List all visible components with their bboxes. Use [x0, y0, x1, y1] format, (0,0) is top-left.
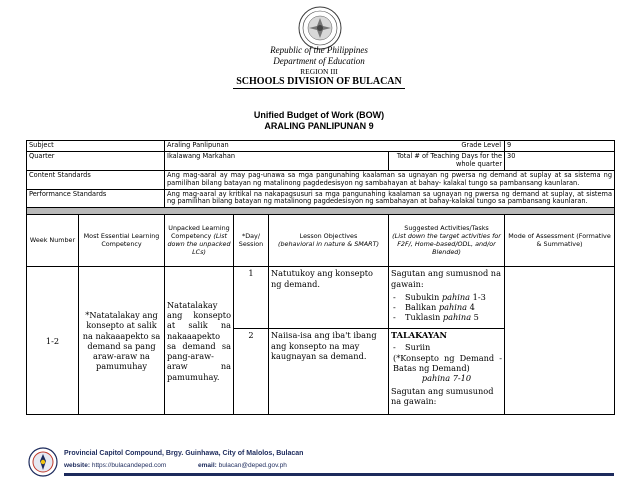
activity-item: - Balikan pahina 4	[391, 302, 502, 312]
objective-cell-1: Natutukoy ang konsepto ng demand.	[269, 267, 389, 329]
subject-label: Subject	[27, 141, 165, 152]
col-assessment: Mode of Assessment (Formative & Summative)	[505, 215, 615, 267]
document-title: Unified Budget of Work (BOW)	[253, 110, 385, 120]
days-label: Total # of Teaching Days for the whole quarter	[389, 151, 505, 170]
performance-standards-value: Ang mag-aaral ay kritikal na nakapagsusuri sa mga pangunahing kaalaman sa ugnayan ng pwersa ng demand at suplay, at sistema ng pamilihan bilang batayan ng matalinong pagdedesisyon ng sambahayan at bahay-kalakal tungo sa pambansang kaunlaran.	[165, 189, 615, 208]
activities-list-1	[391, 292, 502, 323]
col-activities-note: (List down the target activities for F2F/, Home-based/ODL, and/or Blended)	[392, 232, 501, 256]
deped-seal-logo	[298, 6, 342, 50]
performance-standards-row	[27, 189, 615, 208]
day-cell-2: 2	[234, 329, 269, 415]
activity-item: - Tuklasin pahina 5	[391, 312, 502, 322]
footer-bar	[64, 473, 614, 476]
quarter-label: Quarter	[27, 151, 165, 170]
col-day: *Day/ Session	[234, 215, 269, 267]
objective-cell-2: Naiisa-isa ang iba't ibang ang konsepto na may kaugnayan sa demand.	[269, 329, 389, 415]
subject-text: Araling Panlipunan	[167, 141, 229, 149]
week-cell: 1-2	[27, 267, 79, 415]
separator-cell	[27, 208, 615, 215]
col-objectives	[269, 215, 389, 267]
footer-address: Provincial Capitol Compound, Brgy. Guinhawa, City of Malolos, Bulacan	[64, 450, 304, 457]
footer-email: email: bulacan@deped.gov.ph	[198, 462, 287, 469]
subject-row	[27, 141, 615, 152]
content-standards-value: Ang mag-aaral ay may pag-unawa sa mga pangunahing kaalaman sa ugnayan ng pwersa ng demand at suplay at sa sistema ng pamilihan bilang batayan ng matalinong pagdedesisyon ng sambahayan at bahay- kalakal tungo sa pambansang kaunlaran.	[165, 170, 615, 189]
website-link[interactable]: https://bulacandeped.com	[91, 462, 167, 469]
footer	[0, 438, 638, 493]
header-divider	[233, 88, 405, 89]
division-logo	[28, 447, 58, 477]
footer-website: website: https://bulacandeped.com	[64, 462, 167, 469]
activities-cell-1	[389, 267, 505, 329]
quarter-value: Ikalawang Markahan	[165, 151, 389, 170]
pages-note: pahina 7-10	[421, 373, 472, 384]
col-activities-main: Suggested Activities/Tasks	[404, 224, 489, 233]
col-competency: Most Essential Learning Competency	[79, 215, 165, 267]
assessment-cell	[505, 267, 615, 415]
subject-value	[165, 141, 505, 152]
activity-item: - Subukin pahina 1-3	[391, 292, 502, 302]
grade-label: Grade Level	[461, 141, 502, 149]
republic-line: Republic of the Philippines	[270, 45, 368, 55]
activities-outro-2: Sagutan ang sumusunod na gawain:	[391, 385, 494, 406]
col-unpacked-main: Unpacked Learning Competency	[168, 224, 230, 241]
talakayan-heading: TALAKAYAN	[391, 330, 447, 341]
division-line: SCHOOLS DIVISION OF BULACAN	[236, 76, 402, 87]
col-objectives-note: (behavioral in nature & SMART)	[277, 239, 380, 248]
activities-cell-2	[389, 329, 505, 415]
grade-value: 9	[505, 141, 615, 152]
col-unpacked-note: (List down the unpacked LCs)	[167, 232, 231, 256]
activities-intro-1: Sagutan ang sumusnod na gawain:	[391, 268, 501, 289]
activities-list-2	[391, 342, 502, 352]
col-objectives-main: Lesson Objectives	[299, 232, 358, 241]
quarter-row	[27, 151, 615, 170]
email-link[interactable]: bulacan@deped.gov.ph	[218, 462, 287, 469]
content-standards-row	[27, 170, 615, 189]
session-row-1	[27, 267, 615, 329]
content-standards-label: Content Standards	[27, 170, 165, 189]
separator-row	[27, 208, 615, 215]
col-unpacked	[165, 215, 234, 267]
days-value: 30	[505, 151, 615, 170]
day-cell-1: 1	[234, 267, 269, 329]
department-line: Department of Education	[273, 56, 365, 66]
region-line: REGION III	[300, 67, 338, 76]
document-subtitle: ARALING PANLIPUNAN 9	[264, 121, 374, 131]
activity-item: - Suriin	[391, 342, 502, 352]
concept-note: (*Konsepto ng Demand - Batas ng Demand)	[393, 352, 503, 374]
column-header-row	[27, 215, 615, 267]
performance-standards-label: Performance Standards	[27, 189, 165, 208]
col-week: Week Number	[27, 215, 79, 267]
competency-cell: *Natatalakay ang konsepto at salik na nakaaapekto sa demand sa pang araw-araw na pamumuhay	[79, 267, 165, 415]
col-activities	[389, 215, 505, 267]
budget-of-work-table	[26, 140, 615, 415]
unpacked-cell: Natatalakay ang konsepto at salik na nakaaapekto sa demand sa pang-araw-araw na pamumuhay.	[165, 267, 234, 415]
